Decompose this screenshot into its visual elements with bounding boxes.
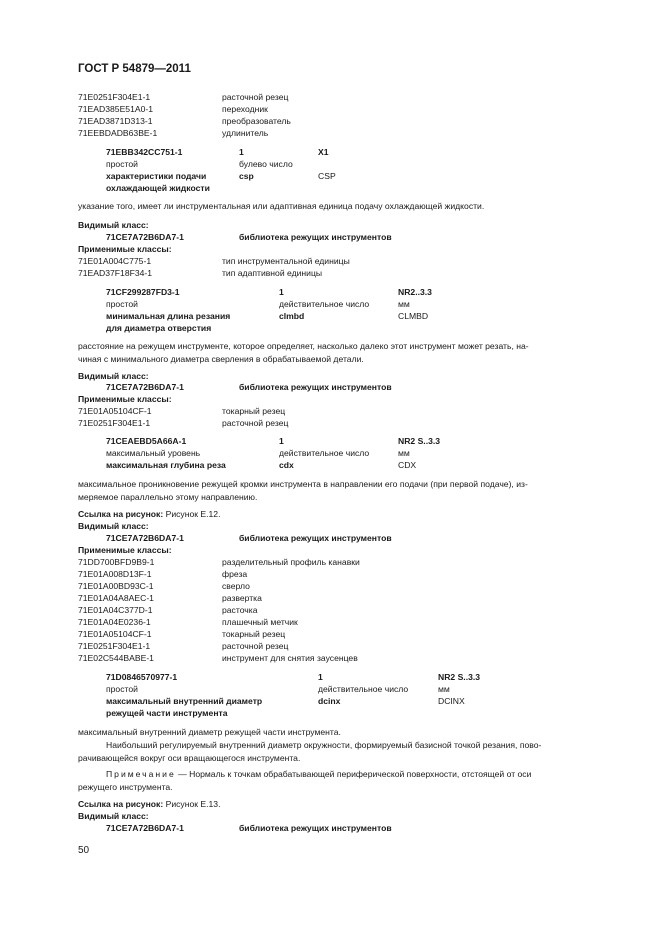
property-format: X1 [318, 147, 329, 157]
class-name: токарный резец [222, 406, 286, 416]
class-name: развертка [222, 593, 262, 603]
class-name: сверло [222, 581, 250, 591]
class-code: 71EEBDADB63BE-1 [78, 128, 158, 138]
class-code: 71E0251F304E1-1 [78, 92, 151, 102]
property-type: действительное число [279, 299, 370, 309]
class-code: 71EAD37F18F34-1 [78, 268, 153, 278]
class-code: 71EAD3871D313-1 [78, 116, 153, 126]
property-symbol: clmbd [279, 311, 305, 321]
property-format: NR2 S..3.3 [438, 672, 481, 682]
property-kind: максимальный уровень [106, 448, 201, 458]
class-code: 71EAD385E51A0-1 [78, 104, 154, 114]
class-name: расточной резец [222, 641, 289, 651]
property-definition [78, 340, 584, 366]
note-line [78, 768, 584, 781]
figure-reference [78, 799, 220, 810]
applicable-classes-label: Применимые классы: [78, 545, 172, 555]
property-name: максимальная глубина реза [106, 460, 226, 470]
figure-reference-label: Ссылка на рисунок: [78, 509, 164, 519]
visible-class-name: библиотека режущих инструментов [239, 533, 392, 543]
applicable-classes-label: Применимые классы: [78, 244, 172, 254]
property-preferred-name: DCINX [438, 696, 465, 706]
property-unit: мм [398, 299, 410, 309]
property-symbol: cdx [279, 460, 294, 470]
class-code: 71E0251F304E1-1 [78, 641, 151, 651]
class-name: расточка [222, 605, 258, 615]
applicable-classes-label: Применимые классы: [78, 394, 172, 404]
property-cardinality: 1 [279, 287, 284, 297]
property-id: 71CEAEBD5A66A-1 [106, 436, 187, 446]
class-name: переходник [222, 104, 268, 114]
class-name: фреза [222, 569, 248, 579]
visible-class-name: библиотека режущих инструментов [239, 382, 392, 392]
property-id: 71CF299287FD3-1 [106, 287, 180, 297]
definition-line: Наибольший регулируемый внутренний диаметр окружности, формируемый базисной точкой резания, пово- [106, 740, 542, 750]
property-type: действительное число [318, 684, 409, 694]
class-name: тип адаптивной единицы [222, 268, 323, 278]
page-number: 50 [78, 845, 90, 856]
class-code: 71E01A00BD93C-1 [78, 581, 154, 591]
visible-class-name: библиотека режущих инструментов [239, 232, 392, 242]
property-format: NR2 S..3.3 [398, 436, 441, 446]
visible-class-label: Видимый класс: [78, 521, 149, 531]
figure-reference-label: Ссылка на рисунок: [78, 799, 164, 809]
class-name: расточной резец [222, 92, 289, 102]
definition-line: рачивающейся вокруг оси вращающегося инструмента. [78, 753, 301, 763]
class-code: 71E02C544BABE-1 [78, 653, 154, 663]
property-unit: мм [438, 684, 450, 694]
class-name: тип инструментальной единицы [222, 256, 350, 266]
class-code: 71E0251F304E1-1 [78, 418, 151, 428]
property-name: минимальная длина резания [106, 311, 231, 321]
property-name-cont: охлаждающей жидкости [106, 183, 210, 193]
property-definition [78, 726, 584, 765]
class-name: удлинитель [222, 128, 269, 138]
property-definition [78, 478, 584, 504]
property-kind: простой [106, 159, 138, 169]
property-name-cont: для диаметра отверстия [106, 323, 212, 333]
figure-reference-value: Рисунок Е.13. [165, 799, 221, 809]
definition-line: чиная с минимального диаметра сверления в обрабатываемой детали. [78, 354, 364, 364]
class-code: 71E01A05104CF-1 [78, 629, 152, 639]
visible-class-name: библиотека режущих инструментов [239, 823, 392, 833]
visible-class-label: Видимый класс: [78, 371, 149, 381]
property-name: характеристики подачи [106, 171, 207, 181]
property-type: булево число [239, 159, 293, 169]
class-code: 71E01A04E0236-1 [78, 617, 151, 627]
property-symbol: dcinx [318, 696, 341, 706]
note-text: — Нормаль к точкам обрабатывающей периферической поверхности, отстоящей от оси [175, 769, 532, 779]
visible-class-label: Видимый класс: [78, 811, 149, 821]
figure-reference [78, 509, 220, 520]
property-type: действительное число [279, 448, 370, 458]
class-name: преобразователь [222, 116, 291, 126]
note [78, 768, 584, 794]
visible-class-code: 71CE7A72B6DA7-1 [106, 823, 184, 833]
visible-class-code: 71CE7A72B6DA7-1 [106, 382, 184, 392]
note-label: Примечание [106, 769, 176, 779]
property-symbol: csp [239, 171, 254, 181]
class-name: плашечный метчик [222, 617, 298, 627]
property-cardinality: 1 [318, 672, 323, 682]
visible-class-code: 71CE7A72B6DA7-1 [106, 533, 184, 543]
class-code: 71DD700BFD9B9-1 [78, 557, 155, 567]
definition-line: меряемое параллельно этому направлению. [78, 492, 258, 502]
property-name: максимальный внутренний диаметр [106, 696, 263, 706]
class-name: инструмент для снятия заусенцев [222, 653, 358, 663]
property-cardinality: 1 [279, 436, 284, 446]
class-code: 71E01A008D13F-1 [78, 569, 152, 579]
visible-class-label: Видимый класс: [78, 220, 149, 230]
class-code: 71E01A04A8AEC-1 [78, 593, 154, 603]
definition-line: расстояние на режущем инструменте, которое определяет, насколько далеко этот инструмент может резать, на- [78, 341, 529, 351]
property-id: 71EBB342CC751-1 [106, 147, 183, 157]
visible-class-code: 71CE7A72B6DA7-1 [106, 232, 184, 242]
property-cardinality: 1 [239, 147, 244, 157]
page-header: ГОСТ Р 54879—2011 [78, 63, 191, 75]
class-code: 71E01A05104CF-1 [78, 406, 152, 416]
property-unit: мм [398, 448, 410, 458]
definition-line: максимальный внутренний диаметр режущей части инструмента. [78, 727, 341, 737]
class-name: разделительный профиль канавки [222, 557, 360, 567]
property-preferred-name: CLMBD [398, 311, 429, 321]
property-definition: указание того, имеет ли инструментальная или адаптивная единица подачу охлаждающей жидкости. [78, 201, 485, 211]
property-format: NR2..3.3 [398, 287, 432, 297]
property-preferred-name: CSP [318, 171, 336, 181]
class-code: 71E01A004C775-1 [78, 256, 152, 266]
class-code: 71E01A04C377D-1 [78, 605, 153, 615]
figure-reference-value: Рисунок Е.12. [165, 509, 221, 519]
property-kind: простой [106, 684, 138, 694]
class-name: расточной резец [222, 418, 289, 428]
note-line: режущего инструмента. [78, 782, 173, 792]
property-id: 71D0846570977-1 [106, 672, 178, 682]
property-preferred-name: CDX [398, 460, 417, 470]
definition-line: максимальное проникновение режущей кромки инструмента в направлении его подачи (при первой подаче), из- [78, 479, 528, 489]
class-name: токарный резец [222, 629, 286, 639]
property-kind: простой [106, 299, 138, 309]
property-name-cont: режущей части инструмента [106, 708, 228, 718]
